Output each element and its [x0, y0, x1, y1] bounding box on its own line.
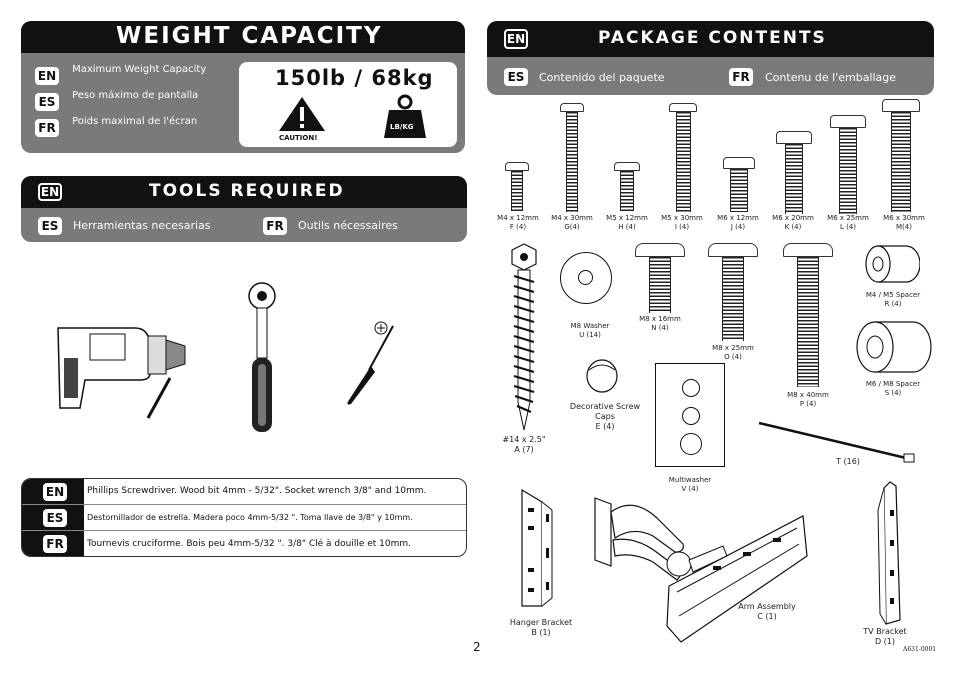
screw-k-name: M6 x 20mm [772, 214, 814, 222]
screw-p-name: M8 x 40mm [787, 391, 829, 399]
screw-o-label [703, 344, 763, 362]
screw-g [560, 103, 584, 212]
arm-name: Arm Assembly [738, 602, 796, 611]
screw-h-name: M5 x 12mm [606, 214, 648, 222]
lag-screw-illustration [504, 242, 544, 432]
tv-bracket-qty: D (1) [874, 637, 896, 646]
screw-m [882, 99, 920, 212]
screw-n-name: M8 x 16mm [639, 315, 681, 323]
screw-label-j [712, 214, 764, 232]
screw-o-name: M8 x 25mm [712, 344, 754, 352]
spacer-s-illustration [853, 318, 933, 376]
spacer-r-qty: R (4) [884, 300, 902, 308]
washer-qty: U (14) [579, 331, 601, 339]
screw-i [669, 103, 697, 212]
screw-g-qty: G(4) [564, 223, 580, 231]
washer-name: M8 Washer [570, 322, 610, 330]
screw-l-qty: L (4) [839, 223, 857, 231]
hanger-name: Hanger Bracket [509, 618, 573, 627]
caps-label [563, 402, 647, 432]
screw-k-qty: K (4) [784, 223, 802, 231]
weight-value-card [239, 62, 457, 147]
package-subheader [487, 57, 934, 95]
screw-label-g [546, 214, 598, 232]
lag-name: #14 x 2.5" [502, 435, 546, 444]
weight-unit-label: LB/KG [390, 123, 414, 131]
notes-en-text: Phillips Screwdriver. Wood bit 4mm - 5/32". Socket wrench 3/8" and 10mm. [87, 486, 427, 496]
screw-m-qty: M(4) [896, 223, 912, 231]
screwdriver-illustration [343, 318, 403, 406]
screw-m-name: M6 x 30mm [883, 214, 925, 222]
document-code: A631-0001 [903, 646, 937, 653]
lang-tag-es: ES [35, 93, 59, 111]
spacer-s-label [858, 380, 928, 398]
screw-p-qty: P (4) [799, 400, 817, 408]
multiwasher-name: Multiwasher [668, 476, 712, 484]
drill-illustration [50, 318, 200, 423]
package-fr-tag: FR [729, 68, 753, 86]
screw-label-f [492, 214, 544, 232]
tv-bracket-name: TV Bracket [863, 627, 907, 636]
lag-qty: A (7) [514, 445, 534, 454]
tv-bracket-label [850, 627, 920, 647]
screw-l-name: M6 x 25mm [827, 214, 869, 222]
spacer-s-qty: S (4) [884, 389, 902, 397]
screw-p [783, 243, 833, 387]
screw-f [505, 162, 529, 211]
hanger-qty: B (1) [531, 628, 551, 637]
screw-i-name: M5 x 30mm [661, 214, 703, 222]
screw-h-qty: H (4) [618, 223, 636, 231]
tools-header [21, 176, 467, 208]
tools-fr-text: Outils nécessaires [298, 219, 398, 232]
weight-capacity-title: WEIGHT CAPACITY [116, 23, 383, 49]
notes-row-fr [22, 531, 467, 557]
screw-f-name: M4 x 12mm [497, 214, 539, 222]
screw-l [830, 115, 866, 214]
weight-es-row [35, 91, 198, 111]
screw-p-label [778, 391, 838, 409]
notes-es-text: Destornillador de estrella. Madera poco 4mm-5/32 ". Toma llave de 3/8" y 10mm. [87, 513, 413, 522]
multiwasher-illustration [655, 363, 725, 467]
weight-fr-text: Poids maximal de l'écran [72, 116, 198, 127]
tools-fr-tag: FR [263, 217, 287, 235]
screw-label-i [656, 214, 708, 232]
screw-o-qty: O (4) [724, 353, 742, 361]
lang-tag-en: EN [35, 67, 59, 85]
weight-en-row [35, 65, 206, 85]
screw-n-label [630, 315, 690, 333]
package-fr-text: Contenu de l'emballage [765, 71, 897, 84]
tools-en-tag: EN [38, 183, 62, 201]
socket-wrench-illustration [245, 282, 280, 434]
caps-qty: E (4) [595, 422, 615, 431]
lag-label [494, 435, 554, 455]
weight-es-text: Peso máximo de pantalla [72, 90, 199, 101]
package-en-tag: EN [504, 29, 528, 49]
screw-n-qty: N (4) [651, 324, 669, 332]
weight-value: 150lb / 68kg [275, 66, 434, 90]
spacer-r-label [858, 291, 928, 309]
caution-label: CAUTION! [279, 134, 318, 142]
cable-tie-label: T (16) [836, 457, 860, 466]
screw-j [723, 157, 755, 212]
lang-tag-fr: FR [35, 119, 59, 137]
weight-capacity-header [21, 21, 465, 53]
package-header [487, 21, 934, 57]
screw-label-m [878, 214, 930, 232]
screw-o [708, 243, 758, 341]
weight-icon [383, 94, 427, 140]
notes-fr-text: Tournevis cruciforme. Bois peu 4mm-5/32 ". 3/8" Clé à douille et 10mm. [87, 539, 412, 549]
weight-capacity-panel [21, 53, 465, 153]
screw-h [614, 162, 640, 211]
multiwasher-qty: V (4) [681, 485, 699, 493]
arm-assembly-illustration [593, 496, 808, 646]
washer-label [560, 322, 620, 340]
weight-fr-row [35, 117, 197, 137]
notes-fr-tag: FR [43, 535, 67, 553]
screw-label-l [822, 214, 874, 232]
caps-name: Decorative Screw Caps [569, 402, 641, 421]
screw-label-k [767, 214, 819, 232]
package-es-text: Contenido del paquete [539, 71, 665, 84]
screw-cap-illustration [585, 358, 619, 394]
tools-notes-table [21, 478, 467, 557]
screw-label-h [601, 214, 653, 232]
spacer-r-illustration [862, 242, 920, 286]
tv-bracket-illustration [872, 480, 906, 625]
screw-g-name: M4 x 30mm [551, 214, 593, 222]
caution-icon [277, 95, 327, 139]
tools-title: TOOLS REQUIRED [149, 181, 345, 201]
notes-row-en [22, 479, 467, 505]
package-es-tag: ES [504, 68, 528, 86]
tools-subheader [21, 208, 467, 242]
arm-label [727, 602, 807, 622]
notes-row-es [22, 505, 467, 531]
screw-k [776, 131, 812, 214]
notes-en-tag: EN [43, 483, 67, 501]
screw-f-qty: F (4) [509, 223, 527, 231]
spacer-s-name: M6 / M8 Spacer [865, 380, 921, 388]
spacer-r-name: M4 / M5 Spacer [865, 291, 921, 299]
multiwasher-label [660, 476, 720, 494]
tools-es-text: Herramientas necesarias [73, 219, 211, 232]
hanger-bracket-illustration [512, 488, 556, 608]
washer-illustration [560, 252, 612, 304]
page-number: 2 [473, 640, 481, 654]
tools-es-tag: ES [38, 217, 62, 235]
screw-i-qty: I (4) [674, 223, 690, 231]
hanger-label [501, 618, 581, 638]
screw-n [635, 243, 685, 313]
screw-j-qty: J (4) [730, 223, 746, 231]
notes-es-tag: ES [43, 509, 67, 527]
package-title: PACKAGE CONTENTS [598, 28, 827, 48]
screw-j-name: M6 x 12mm [717, 214, 759, 222]
arm-qty: C (1) [757, 612, 777, 621]
weight-en-text: Maximum Weight Capacity [72, 64, 207, 75]
